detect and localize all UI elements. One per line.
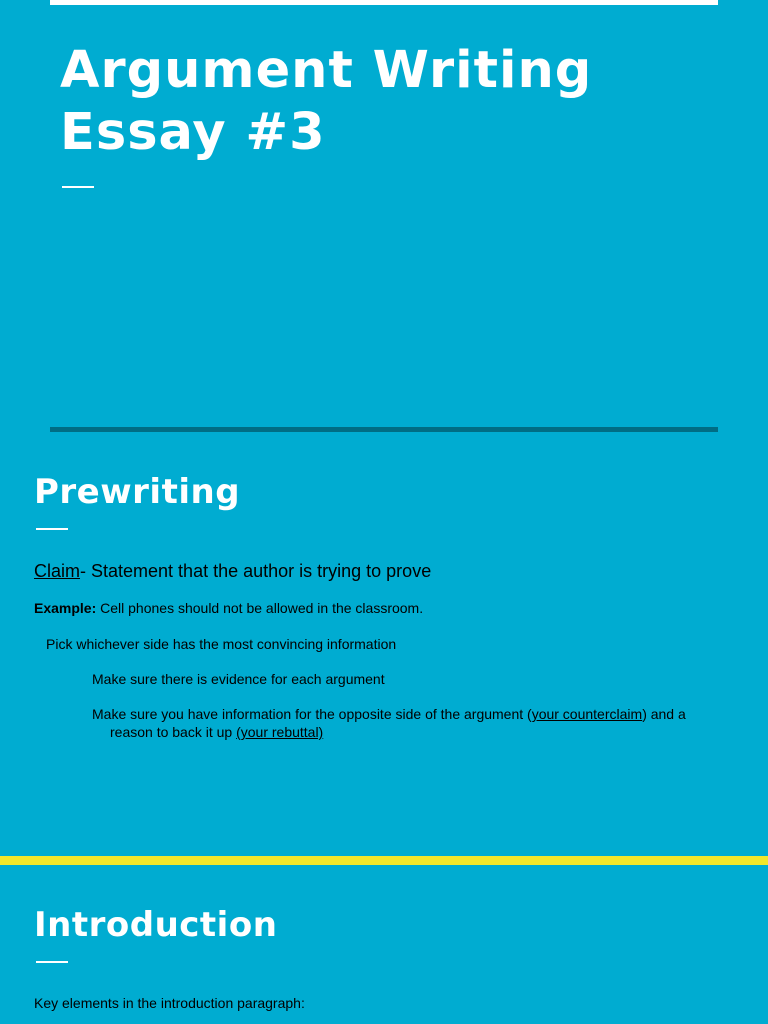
slide-title: Argument Writing Essay #3 bbox=[60, 41, 593, 162]
example-label: Example: bbox=[34, 600, 97, 616]
claim-definition: - Statement that the author is trying to prove bbox=[80, 561, 432, 581]
rebuttal-link[interactable]: (your rebuttal) bbox=[236, 724, 324, 740]
example-text: Cell phones should not be allowed in the classroom. bbox=[96, 600, 424, 616]
counterclaim-text-end: ) and a bbox=[642, 706, 686, 722]
counterclaim-text: Make sure you have information for the opposite side of the argument ( bbox=[92, 706, 532, 722]
example-line bbox=[34, 600, 423, 616]
rebuttal-text: reason to back it up bbox=[110, 724, 237, 740]
bullet-pick-side: Pick whichever side has the most convincing information bbox=[46, 636, 397, 652]
counterclaim-link[interactable]: your counterclaim bbox=[531, 706, 643, 722]
title-accent-dash bbox=[62, 186, 94, 188]
prewriting-accent-dash bbox=[36, 528, 68, 530]
bullet-evidence: Make sure there is evidence for each argument bbox=[92, 671, 385, 687]
bullet-rebuttal bbox=[110, 724, 323, 740]
introduction-line: Key elements in the introduction paragraph: bbox=[34, 995, 305, 1011]
introduction-heading: Introduction bbox=[34, 905, 278, 945]
slide-top-border bbox=[50, 0, 718, 5]
slide-divider-yellow bbox=[0, 856, 768, 865]
introduction-accent-dash bbox=[36, 961, 68, 963]
claim-term: Claim bbox=[34, 561, 81, 581]
claim-line bbox=[34, 561, 431, 582]
bullet-counterclaim bbox=[92, 706, 686, 722]
prewriting-heading: Prewriting bbox=[34, 472, 241, 512]
slide-divider bbox=[50, 427, 718, 432]
